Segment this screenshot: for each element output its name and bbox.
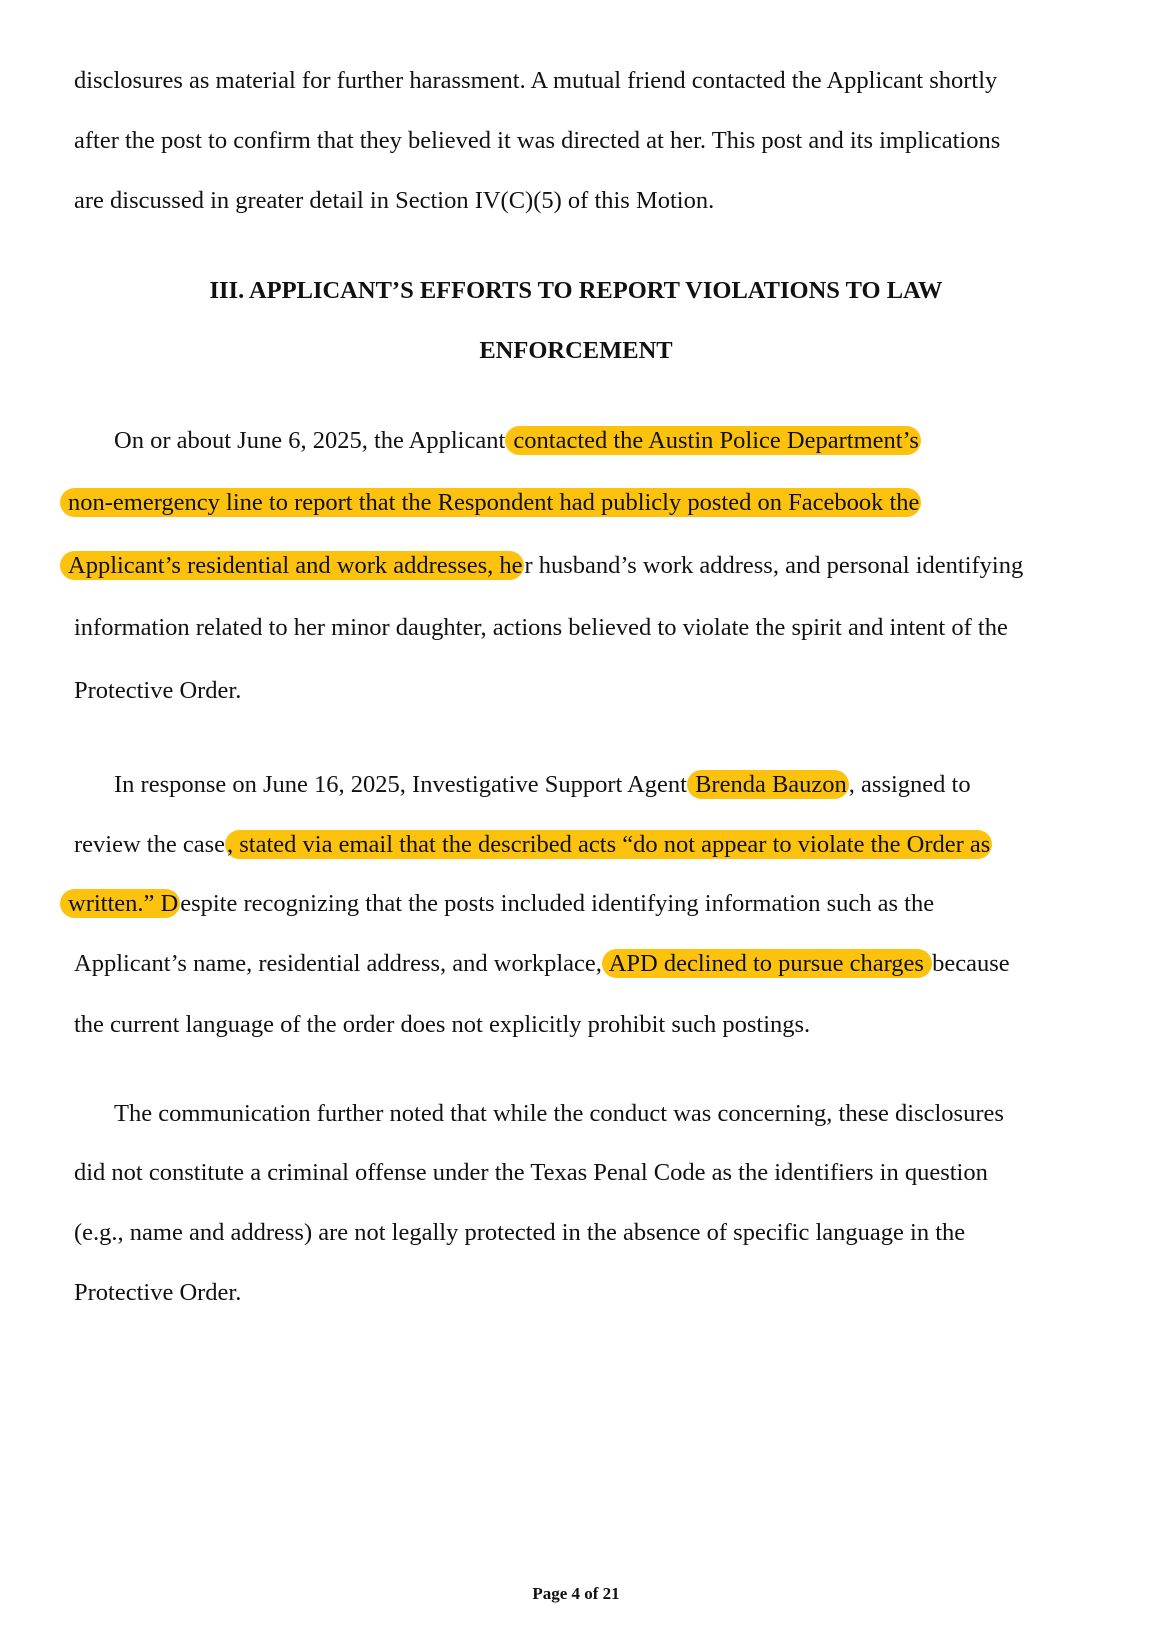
response-text: espite recognizing that the posts included identifying information such as the [180,890,935,917]
page-label: Page [532,1584,568,1603]
response-text: In response on June 16, 2025, Investigative Support Agent [114,771,687,798]
report-line-3 [68,551,1024,581]
intro-line-2: after the post to confirm that they believed it was directed at her. This post and its implications [74,127,1001,154]
report-line-4: information related to her minor daughter, actions believed to violate the spirit and intent of the [74,614,1008,641]
highlight: Applicant’s residential and work addresses, he [60,551,524,580]
response-text: , assigned to [848,771,971,798]
highlight: APD declined to pursue charges [603,950,931,977]
highlight: Brenda Bauzon [688,771,847,798]
of-label: of [584,1584,599,1603]
report-text: On or about June 6, 2025, the Applicant [114,427,506,454]
section-heading-line-2: ENFORCEMENT [479,337,673,364]
response-text: Applicant’s name, residential address, and workplace, [74,950,602,977]
highlight: , stated via email that the described acts “do not appear to violate the Order as [227,831,991,858]
report-line-2 [68,488,921,518]
response-line-5: the current language of the order does not explicitly prohibit such postings. [74,1011,811,1038]
report-line-5: Protective Order. [74,677,242,704]
response-line-1 [114,770,971,800]
communication-line-1: The communication further noted that while the conduct was concerning, these disclosures [114,1100,1004,1127]
page-number: 4 [571,1584,580,1603]
communication-line-2: did not constitute a criminal offense under the Texas Penal Code as the identifiers in question [74,1159,988,1186]
response-line-4 [74,949,1010,979]
total-pages: 21 [602,1584,620,1603]
response-line-3 [68,889,935,919]
report-line-1 [114,426,921,456]
response-text: because [932,950,1010,977]
highlight: contacted the Austin Police Department’s [507,427,919,454]
highlight: written.” D [60,889,180,918]
report-text: r husband’s work address, and personal identifying [524,552,1024,579]
page-footer [0,1583,1152,1605]
intro-line-1: disclosures as material for further harassment. A mutual friend contacted the Applicant shortly [74,67,998,94]
section-heading-line-1: III. APPLICANT’S EFFORTS TO REPORT VIOLATIONS TO LAW [209,277,943,304]
communication-line-3: (e.g., name and address) are not legally protected in the absence of specific language in the [74,1219,966,1246]
intro-line-3: are discussed in greater detail in Section IV(C)(5) of this Motion. [74,187,715,214]
communication-line-4: Protective Order. [74,1279,242,1306]
response-text: review the case [74,831,225,858]
response-line-2 [74,830,992,860]
highlight: non-emergency line to report that the Respondent had publicly posted on Facebook the [60,488,921,517]
